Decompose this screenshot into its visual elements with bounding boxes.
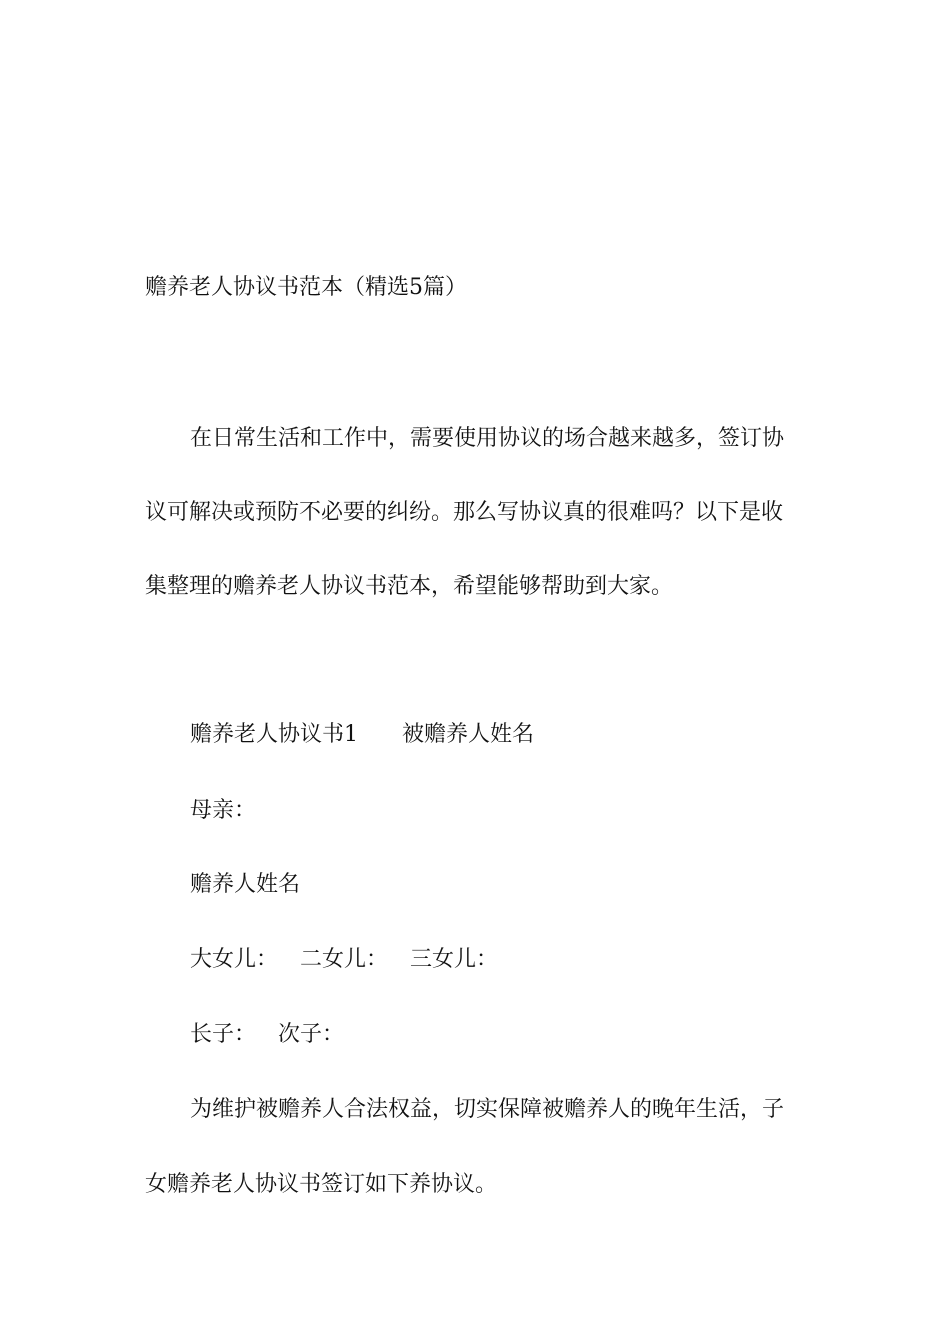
mother-label: 母亲： bbox=[190, 798, 257, 823]
daughter-3-label: 三女儿： bbox=[410, 947, 499, 972]
section-1-heading: 赡养老人协议书1 bbox=[190, 722, 358, 747]
son-2-label: 次子： bbox=[278, 1022, 345, 1047]
sons-row bbox=[190, 1020, 344, 1050]
purpose-line-2: 女赡养老人协议书签订如下养协议。 bbox=[145, 1172, 498, 1197]
section-1-heading-row bbox=[190, 720, 534, 750]
daughter-1-label: 大女儿： bbox=[190, 947, 279, 972]
daughters-row bbox=[190, 945, 498, 975]
purpose-line-1: 为维护被赡养人合法权益，切实保障被赡养人的晚年生活，子 bbox=[190, 1097, 785, 1122]
section-1-heading-note: 被赡养人姓名 bbox=[402, 722, 535, 747]
daughter-2-label: 二女儿： bbox=[300, 947, 389, 972]
intro-line-1: 在日常生活和工作中，需要使用协议的场合越来越多，签订协 bbox=[190, 426, 785, 451]
supporter-name-label: 赡养人姓名 bbox=[190, 872, 301, 897]
intro-line-2: 议可解决或预防不必要的纠纷。那么写协议真的很难吗？以下是收 bbox=[145, 500, 784, 525]
document-title: 赡养老人协议书范本（精选5篇） bbox=[145, 275, 467, 300]
son-1-label: 长子： bbox=[190, 1022, 257, 1047]
intro-line-3: 集整理的赡养老人协议书范本，希望能够帮助到大家。 bbox=[145, 574, 674, 599]
